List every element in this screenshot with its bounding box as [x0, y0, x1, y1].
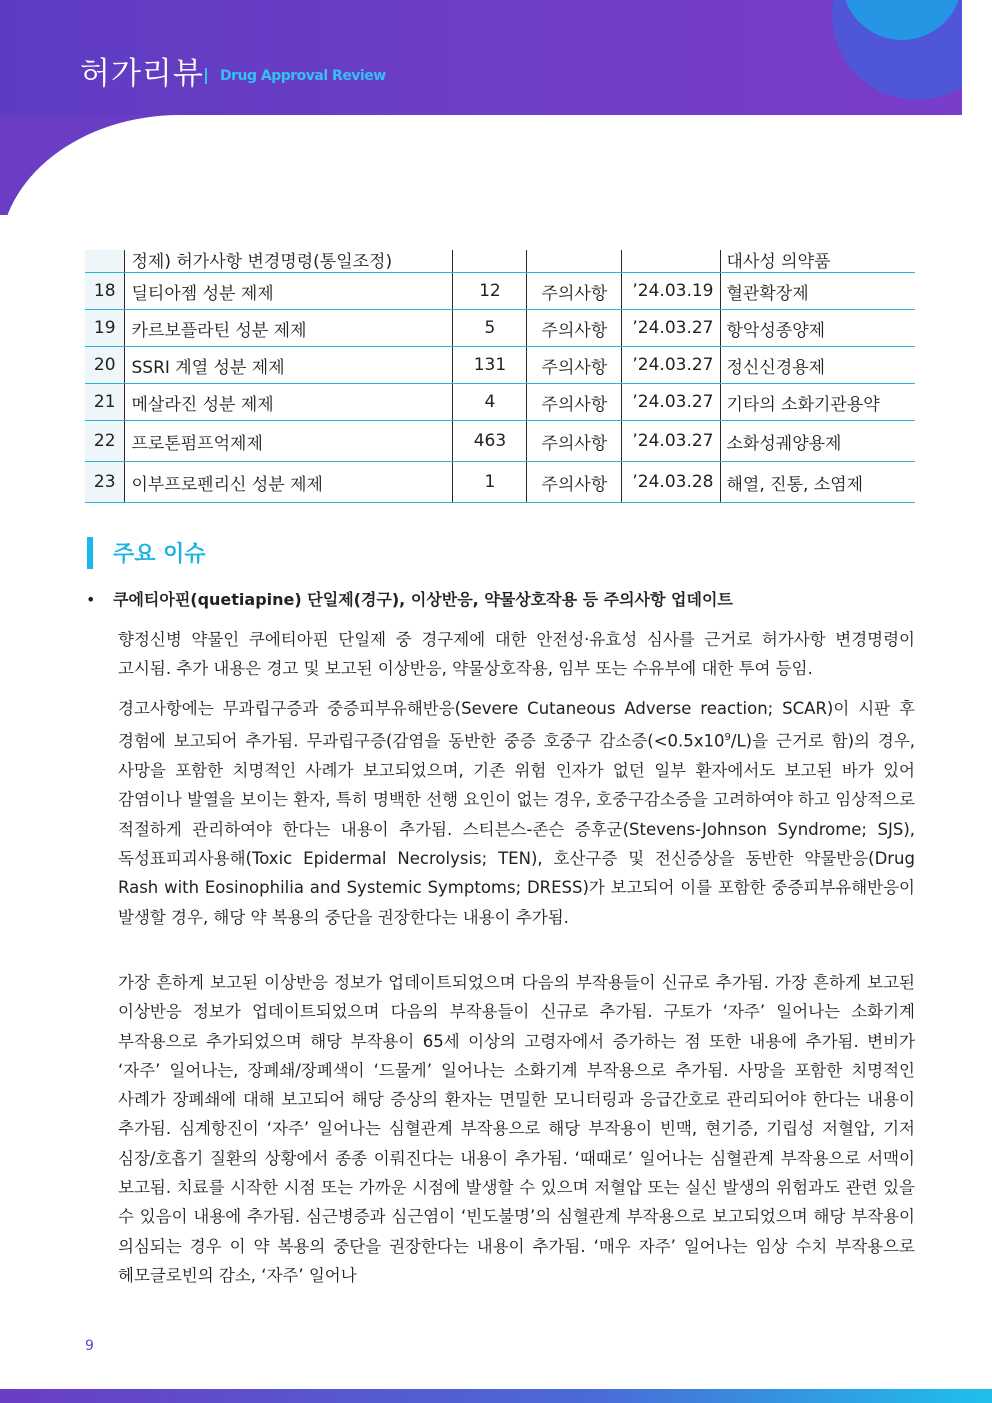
cell-name: SSRI 계열 성분 제제: [125, 347, 453, 384]
cell-count: 463: [453, 421, 527, 462]
drug-approval-table: [85, 250, 915, 503]
table-row: [85, 250, 915, 273]
cell-type: 주의사항: [527, 347, 622, 384]
footer-bar: [0, 1389, 992, 1403]
cell-name: 딜티아젬 성분 제제: [125, 273, 453, 310]
bullet-heading: 쿠에티아핀(quetiapine) 단일제(경구), 이상반응, 약물상호작용 등 주의사항 업데이트: [113, 590, 733, 609]
page-title: 허가리뷰: [80, 56, 204, 92]
paragraph-2-part-b: /L)을 근거로 함)의 경우, 사망을 포함한 치명적인 사례가 보고되었으며, 기존 위험 인자가 없던 일부 환자에서도 보고된 바가 있어 감염이나 발열을 보이는 환자, 특히 명백한 선행 요인이 없는 경우, 호중구감소증을 고려하여야 하고 임상적으로 적절하게 관리하여야 한다는 내용이 추가됨. 스티븐스-존슨 증후군(Stevens-Johnson Syndrome; SJS), 독성표피괴사용해(Toxic Epidermal Necrolysis; TEN), 호산구증 및 전신증상을 동반한 약물반응(Drug Rash with Eosinophilia and Systemic Symptoms; DRESS)가 보고되어 이를 포함한 중증피부유해반응이 발생할 경우, 해당 약 복용의 중단을 권장한다는 내용이 추가됨.: [118, 731, 916, 927]
table-row: [85, 347, 915, 384]
cell-type: 주의사항: [527, 462, 622, 503]
table-row: [85, 462, 915, 503]
section-accent-bar: [87, 537, 93, 569]
paragraph-1: 향정신병 약물인 쿠에티아핀 단일제 중 경구제에 대한 안전성·유효성 심사를 근거로 허가사항 변경명령이 고시됨. 추가 내용은 경고 및 보고된 이상반응, 약물상호작용, 임부 또는 수유부에 대한 투여 등임.: [118, 630, 915, 679]
superscript: 9: [724, 732, 731, 744]
table-row: [85, 421, 915, 462]
cell-date: ’24.03.27: [622, 347, 720, 384]
cell-type: 주의사항: [527, 421, 622, 462]
cell-category: 소화성궤양용제: [720, 421, 915, 462]
paragraph-2: [118, 694, 915, 932]
cell-date: [622, 250, 720, 273]
cell-count: 4: [453, 384, 527, 421]
cell-count: 131: [453, 347, 527, 384]
cell-date: ’24.03.27: [622, 421, 720, 462]
cell-count: 5: [453, 310, 527, 347]
header-banner: [0, 0, 962, 115]
cell-no: 20: [85, 347, 125, 384]
cell-name: 카르보플라틴 성분 제제: [125, 310, 453, 347]
table-row: [85, 273, 915, 310]
cell-no: 21: [85, 384, 125, 421]
cell-category: 정신신경용제: [720, 347, 915, 384]
paragraph-2-part-a: 경고사항에는 무과립구증과 중증피부유해반응(Severe Cutaneous Adverse reaction; SCAR)이 시판 후 경험에 보고되어 추가됨. 무과립구증(감염을 동반한 중증 호중구 감소증(<0.5x10: [118, 699, 915, 751]
cell-type: [527, 250, 622, 273]
cell-no: 22: [85, 421, 125, 462]
cell-count: 1: [453, 462, 527, 503]
cell-date: ’24.03.19: [622, 273, 720, 310]
cell-count: 12: [453, 273, 527, 310]
section-title: 주요 이슈: [113, 542, 206, 567]
cell-category: 기타의 소화기관용약: [720, 384, 915, 421]
page-number: 9: [85, 1338, 94, 1354]
bullet-icon: •: [86, 590, 96, 609]
table-row: [85, 384, 915, 421]
cell-name: 프로톤펌프억제제: [125, 421, 453, 462]
cell-type: 주의사항: [527, 384, 622, 421]
cell-date: ’24.03.27: [622, 310, 720, 347]
cell-no: 18: [85, 273, 125, 310]
cell-name: 이부프로펜리신 성분 제제: [125, 462, 453, 503]
cell-date: ’24.03.27: [622, 384, 720, 421]
page-subtitle: Drug Approval Review: [220, 68, 386, 84]
cell-count: [453, 250, 527, 273]
cell-no: [85, 250, 125, 273]
paragraph-3: 가장 흔하게 보고된 이상반응 정보가 업데이트되었으며 다음의 부작용들이 신규로 추가됨. 가장 흔하게 보고된 이상반응 정보가 업데이트되었으며 다음의 부작용들이 신규로 추가됨. 구토가 ‘자주’ 일어나는 소화기계 부작용으로 추가되었으며 해당 부작용이 65세 이상의 고령자에서 증가하는 점 또한 내용에 추가됨. 변비가 ‘자주’ 일어나는, 장폐쇄/장폐색이 ‘드물게’ 일어나는 소화기계 부작용으로 추가됨. 사망을 포함한 치명적인 사례가 장폐쇄에 대해 보고되어 해당 증상의 환자는 면밀한 모니터링과 응급간호로 관리되어야 한다는 내용이 추가됨. 심계항진이 ‘자주’ 일어나는 심혈관계 부작용으로 해당 부작용이 빈맥, 현기증, 기립성 저혈압, 기저 심장/호흡기 질환의 상황에서 종종 이뤄진다는 내용이 추가됨. ‘때때로’ 일어나는 심혈관계 부작용으로 서맥이 보고됨. 치료를 시작한 시점 또는 가까운 시점에 발생할 수 있으며 저혈압 또는 실신 발생의 위험과도 관련 있을 수 있음이 내용에 추가됨. 심근병증과 심근염이 ‘빈도불명’의 심혈관계 부작용으로 보고되었으며 해당 부작용이 의심되는 경우 이 약 복용의 중단을 권장한다는 내용이 추가됨. ‘매우 자주’ 일어나는 임상 수치 부작용으로 헤모글로빈의 감소, ‘자주’ 일어나: [118, 973, 915, 1285]
cell-type: 주의사항: [527, 310, 622, 347]
cell-type: 주의사항: [527, 273, 622, 310]
cell-category: 혈관확장제: [720, 273, 915, 310]
cell-category: 대사성 의약품: [720, 250, 915, 273]
cell-name: 메살라진 성분 제제: [125, 384, 453, 421]
table-row: [85, 310, 915, 347]
cell-name: 정제) 허가사항 변경명령(통일조정): [125, 250, 453, 273]
cell-date: ’24.03.28: [622, 462, 720, 503]
cell-category: 항악성종양제: [720, 310, 915, 347]
cell-category: 해열, 진통, 소염제: [720, 462, 915, 503]
title-divider: [205, 68, 207, 84]
cell-no: 19: [85, 310, 125, 347]
cell-no: 23: [85, 462, 125, 503]
